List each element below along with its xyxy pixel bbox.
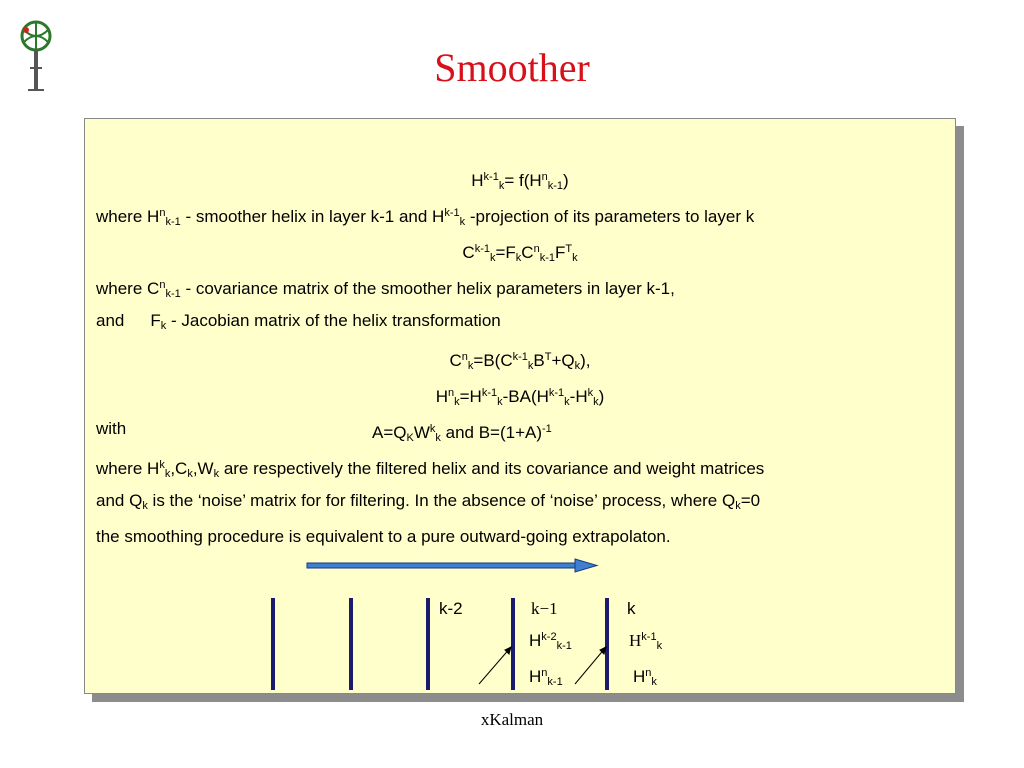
extrapolation-arrow-1-icon: [479, 647, 511, 684]
text-extrapolation: the smoothing procedure is equivalent to a pure outward-going extrapolaton.: [96, 527, 671, 546]
diagram-h-km1-k: $H^{k-1}_k$: [629, 631, 663, 652]
layer-diagram: [85, 119, 955, 693]
equation-covariance: $C^{k-1}_k=F_kC^n_{k-1}F^T_k$: [462, 243, 578, 264]
text-filtered-helix: where $H^k_k,C_k,W_k$ are respectively the filtered helix and its covariance and weight matrices: [96, 459, 765, 480]
text-jacobian: and $F_k$ - Jacobian matrix of the helix transformation: [96, 311, 501, 332]
layer-bar-1: [271, 598, 275, 690]
layer-bar-4: [511, 598, 515, 690]
content-panel: [84, 118, 956, 694]
equation-gain: $A=Q_KW^k_k$ and $B=(1+A)^{-1}$: [372, 423, 552, 444]
layer-label-k-1: k−1: [531, 599, 558, 618]
equation-smoothed-covariance: $C^n_k=B(C^{k-1}_kB^T+Q_k)$,: [449, 351, 591, 372]
layer-label-k: k: [627, 599, 636, 618]
text-smoother-helix: where $H^n_{k-1}$ - smoother helix in layer k-1 and $H^{k-1}_k$ -projection of its parameters to layer k: [96, 207, 755, 228]
extrapolation-arrow-2-icon: [575, 647, 606, 684]
equation-helix-projection: $H^{k-1}_k= f(H^n_{k-1})$: [471, 171, 569, 192]
text-covariance-matrix: where $C^n_{k-1}$ - covariance matrix of the smoother helix parameters in layer k-1,: [96, 279, 675, 300]
text-noise-matrix: and $Q_k$ is the ‘noise’ matrix for for filtering. In the absence of ‘noise’ process, where $Q_k=0$: [96, 491, 761, 512]
direction-arrow-icon: [307, 559, 597, 572]
layer-bar-3: [426, 598, 430, 690]
diagram-h-n-km1: $H^n_{k-1}$: [529, 667, 563, 688]
equation-smoothed-helix: $H^n_k=H^{k-1}_k-BA(H^{k-1}_k-H^k_k)$: [435, 387, 605, 408]
diagram-h-k2-km1: $H^{k-2}_{k-1}$: [529, 631, 572, 652]
diagram-h-n-k: $H^n_k$: [633, 667, 657, 688]
text-with-label: with: [96, 419, 127, 438]
layer-bar-5: [605, 598, 609, 690]
layer-label-k-2: k-2: [439, 599, 463, 618]
layer-bar-2: [349, 598, 353, 690]
page-title: Smoother: [434, 45, 590, 90]
footer-label: xKalman: [480, 710, 544, 729]
